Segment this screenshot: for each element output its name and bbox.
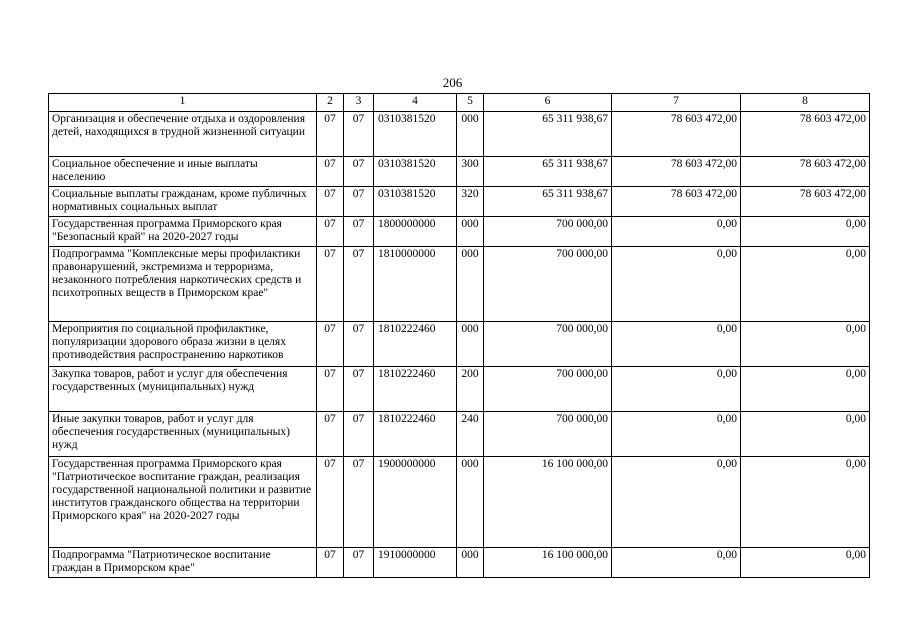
row-name-cell: Организация и обеспечение отдыха и оздоровления детей, находящихся в трудной жизненной ситуации	[49, 112, 317, 157]
column-header: 3	[344, 94, 374, 112]
section-code-cell: 07	[317, 217, 344, 247]
section-code-cell: 07	[317, 412, 344, 457]
subsection-code-cell: 07	[344, 217, 374, 247]
table-row	[49, 247, 870, 322]
row-name-cell: Закупка товаров, работ и услуг для обеспечения государственных (муниципальных) нужд	[49, 367, 317, 412]
target-article-code-cell: 1810222460	[374, 412, 457, 457]
section-code-cell: 07	[317, 322, 344, 367]
column-header: 4	[374, 94, 457, 112]
amount-col8-cell: 0,00	[741, 367, 870, 412]
amount-col7-cell: 0,00	[612, 548, 741, 578]
amount-col8-cell: 0,00	[741, 457, 870, 548]
column-header: 2	[317, 94, 344, 112]
header-row	[49, 94, 870, 112]
row-name-cell: Подпрограмма "Комплексные меры профилактики правонарушений, экстремизма и терроризма, незаконного потребления наркотических средств и психотропных веществ в Приморском крае"	[49, 247, 317, 322]
target-article-code-cell: 1810222460	[374, 367, 457, 412]
amount-col6-cell: 16 100 000,00	[484, 457, 612, 548]
section-code-cell: 07	[317, 457, 344, 548]
amount-col8-cell: 0,00	[741, 412, 870, 457]
row-name-cell: Иные закупки товаров, работ и услуг для обеспечения государственных (муниципальных) нужд	[49, 412, 317, 457]
table-row	[49, 322, 870, 367]
subsection-code-cell: 07	[344, 412, 374, 457]
page-number: 206	[442, 75, 463, 90]
target-article-code-cell: 0310381520	[374, 112, 457, 157]
subsection-code-cell: 07	[344, 157, 374, 187]
table-row	[49, 217, 870, 247]
amount-col6-cell: 700 000,00	[484, 322, 612, 367]
expense-type-code-cell: 000	[457, 112, 484, 157]
amount-col6-cell: 700 000,00	[484, 367, 612, 412]
subsection-code-cell: 07	[344, 187, 374, 217]
column-header: 6	[484, 94, 612, 112]
subsection-code-cell: 07	[344, 322, 374, 367]
amount-col8-cell: 78 603 472,00	[741, 112, 870, 157]
amount-col7-cell: 0,00	[612, 457, 741, 548]
table-row	[49, 457, 870, 548]
row-name-cell: Социальные выплаты гражданам, кроме публичных нормативных социальных выплат	[49, 187, 317, 217]
expense-type-code-cell: 000	[457, 457, 484, 548]
amount-col6-cell: 65 311 938,67	[484, 157, 612, 187]
table-row	[49, 367, 870, 412]
budget-table	[48, 93, 870, 578]
target-article-code-cell: 0310381520	[374, 187, 457, 217]
amount-col8-cell: 0,00	[741, 322, 870, 367]
amount-col7-cell: 78 603 472,00	[612, 112, 741, 157]
expense-type-code-cell: 000	[457, 217, 484, 247]
expense-type-code-cell: 240	[457, 412, 484, 457]
target-article-code-cell: 1810000000	[374, 247, 457, 322]
target-article-code-cell: 1810222460	[374, 322, 457, 367]
section-code-cell: 07	[317, 367, 344, 412]
amount-col6-cell: 65 311 938,67	[484, 112, 612, 157]
table-row	[49, 157, 870, 187]
amount-col8-cell: 78 603 472,00	[741, 157, 870, 187]
column-header: 8	[741, 94, 870, 112]
section-code-cell: 07	[317, 548, 344, 578]
section-code-cell: 07	[317, 247, 344, 322]
expense-type-code-cell: 320	[457, 187, 484, 217]
column-header: 1	[49, 94, 317, 112]
amount-col8-cell: 0,00	[741, 247, 870, 322]
section-code-cell: 07	[317, 112, 344, 157]
subsection-code-cell: 07	[344, 548, 374, 578]
target-article-code-cell: 1900000000	[374, 457, 457, 548]
amount-col6-cell: 16 100 000,00	[484, 548, 612, 578]
amount-col6-cell: 700 000,00	[484, 217, 612, 247]
amount-col7-cell: 0,00	[612, 412, 741, 457]
section-code-cell: 07	[317, 187, 344, 217]
target-article-code-cell: 1800000000	[374, 217, 457, 247]
row-name-cell: Подпрограмма "Патриотическое воспитание граждан в Приморском крае"	[49, 548, 317, 578]
amount-col7-cell: 78 603 472,00	[612, 157, 741, 187]
table-row	[49, 112, 870, 157]
amount-col8-cell: 78 603 472,00	[741, 187, 870, 217]
amount-col6-cell: 700 000,00	[484, 412, 612, 457]
section-code-cell: 07	[317, 157, 344, 187]
expense-type-code-cell: 300	[457, 157, 484, 187]
subsection-code-cell: 07	[344, 367, 374, 412]
amount-col7-cell: 0,00	[612, 217, 741, 247]
expense-type-code-cell: 000	[457, 548, 484, 578]
table-row	[49, 412, 870, 457]
amount-col7-cell: 0,00	[612, 367, 741, 412]
amount-col6-cell: 65 311 938,67	[484, 187, 612, 217]
amount-col7-cell: 0,00	[612, 247, 741, 322]
amount-col8-cell: 0,00	[741, 217, 870, 247]
expense-type-code-cell: 000	[457, 247, 484, 322]
expense-type-code-cell: 000	[457, 322, 484, 367]
amount-col7-cell: 0,00	[612, 322, 741, 367]
target-article-code-cell: 1910000000	[374, 548, 457, 578]
table-row	[49, 548, 870, 578]
row-name-cell: Социальное обеспечение и иные выплаты населению	[49, 157, 317, 187]
row-name-cell: Государственная программа Приморского края "Патриотическое воспитание граждан, реализация государственной национальной политики и развитие институтов гражданского общества на территории Приморского края" на 2020-2027 годы	[49, 457, 317, 548]
amount-col8-cell: 0,00	[741, 548, 870, 578]
column-header: 5	[457, 94, 484, 112]
row-name-cell: Государственная программа Приморского края "Безопасный край" на 2020-2027 годы	[49, 217, 317, 247]
row-name-cell: Мероприятия по социальной профилактике, популяризации здорового образа жизни в целях противодействия распространению наркотиков	[49, 322, 317, 367]
expense-type-code-cell: 200	[457, 367, 484, 412]
amount-col6-cell: 700 000,00	[484, 247, 612, 322]
subsection-code-cell: 07	[344, 247, 374, 322]
column-header: 7	[612, 94, 741, 112]
subsection-code-cell: 07	[344, 457, 374, 548]
table-row	[49, 187, 870, 217]
target-article-code-cell: 0310381520	[374, 157, 457, 187]
subsection-code-cell: 07	[344, 112, 374, 157]
amount-col7-cell: 78 603 472,00	[612, 187, 741, 217]
